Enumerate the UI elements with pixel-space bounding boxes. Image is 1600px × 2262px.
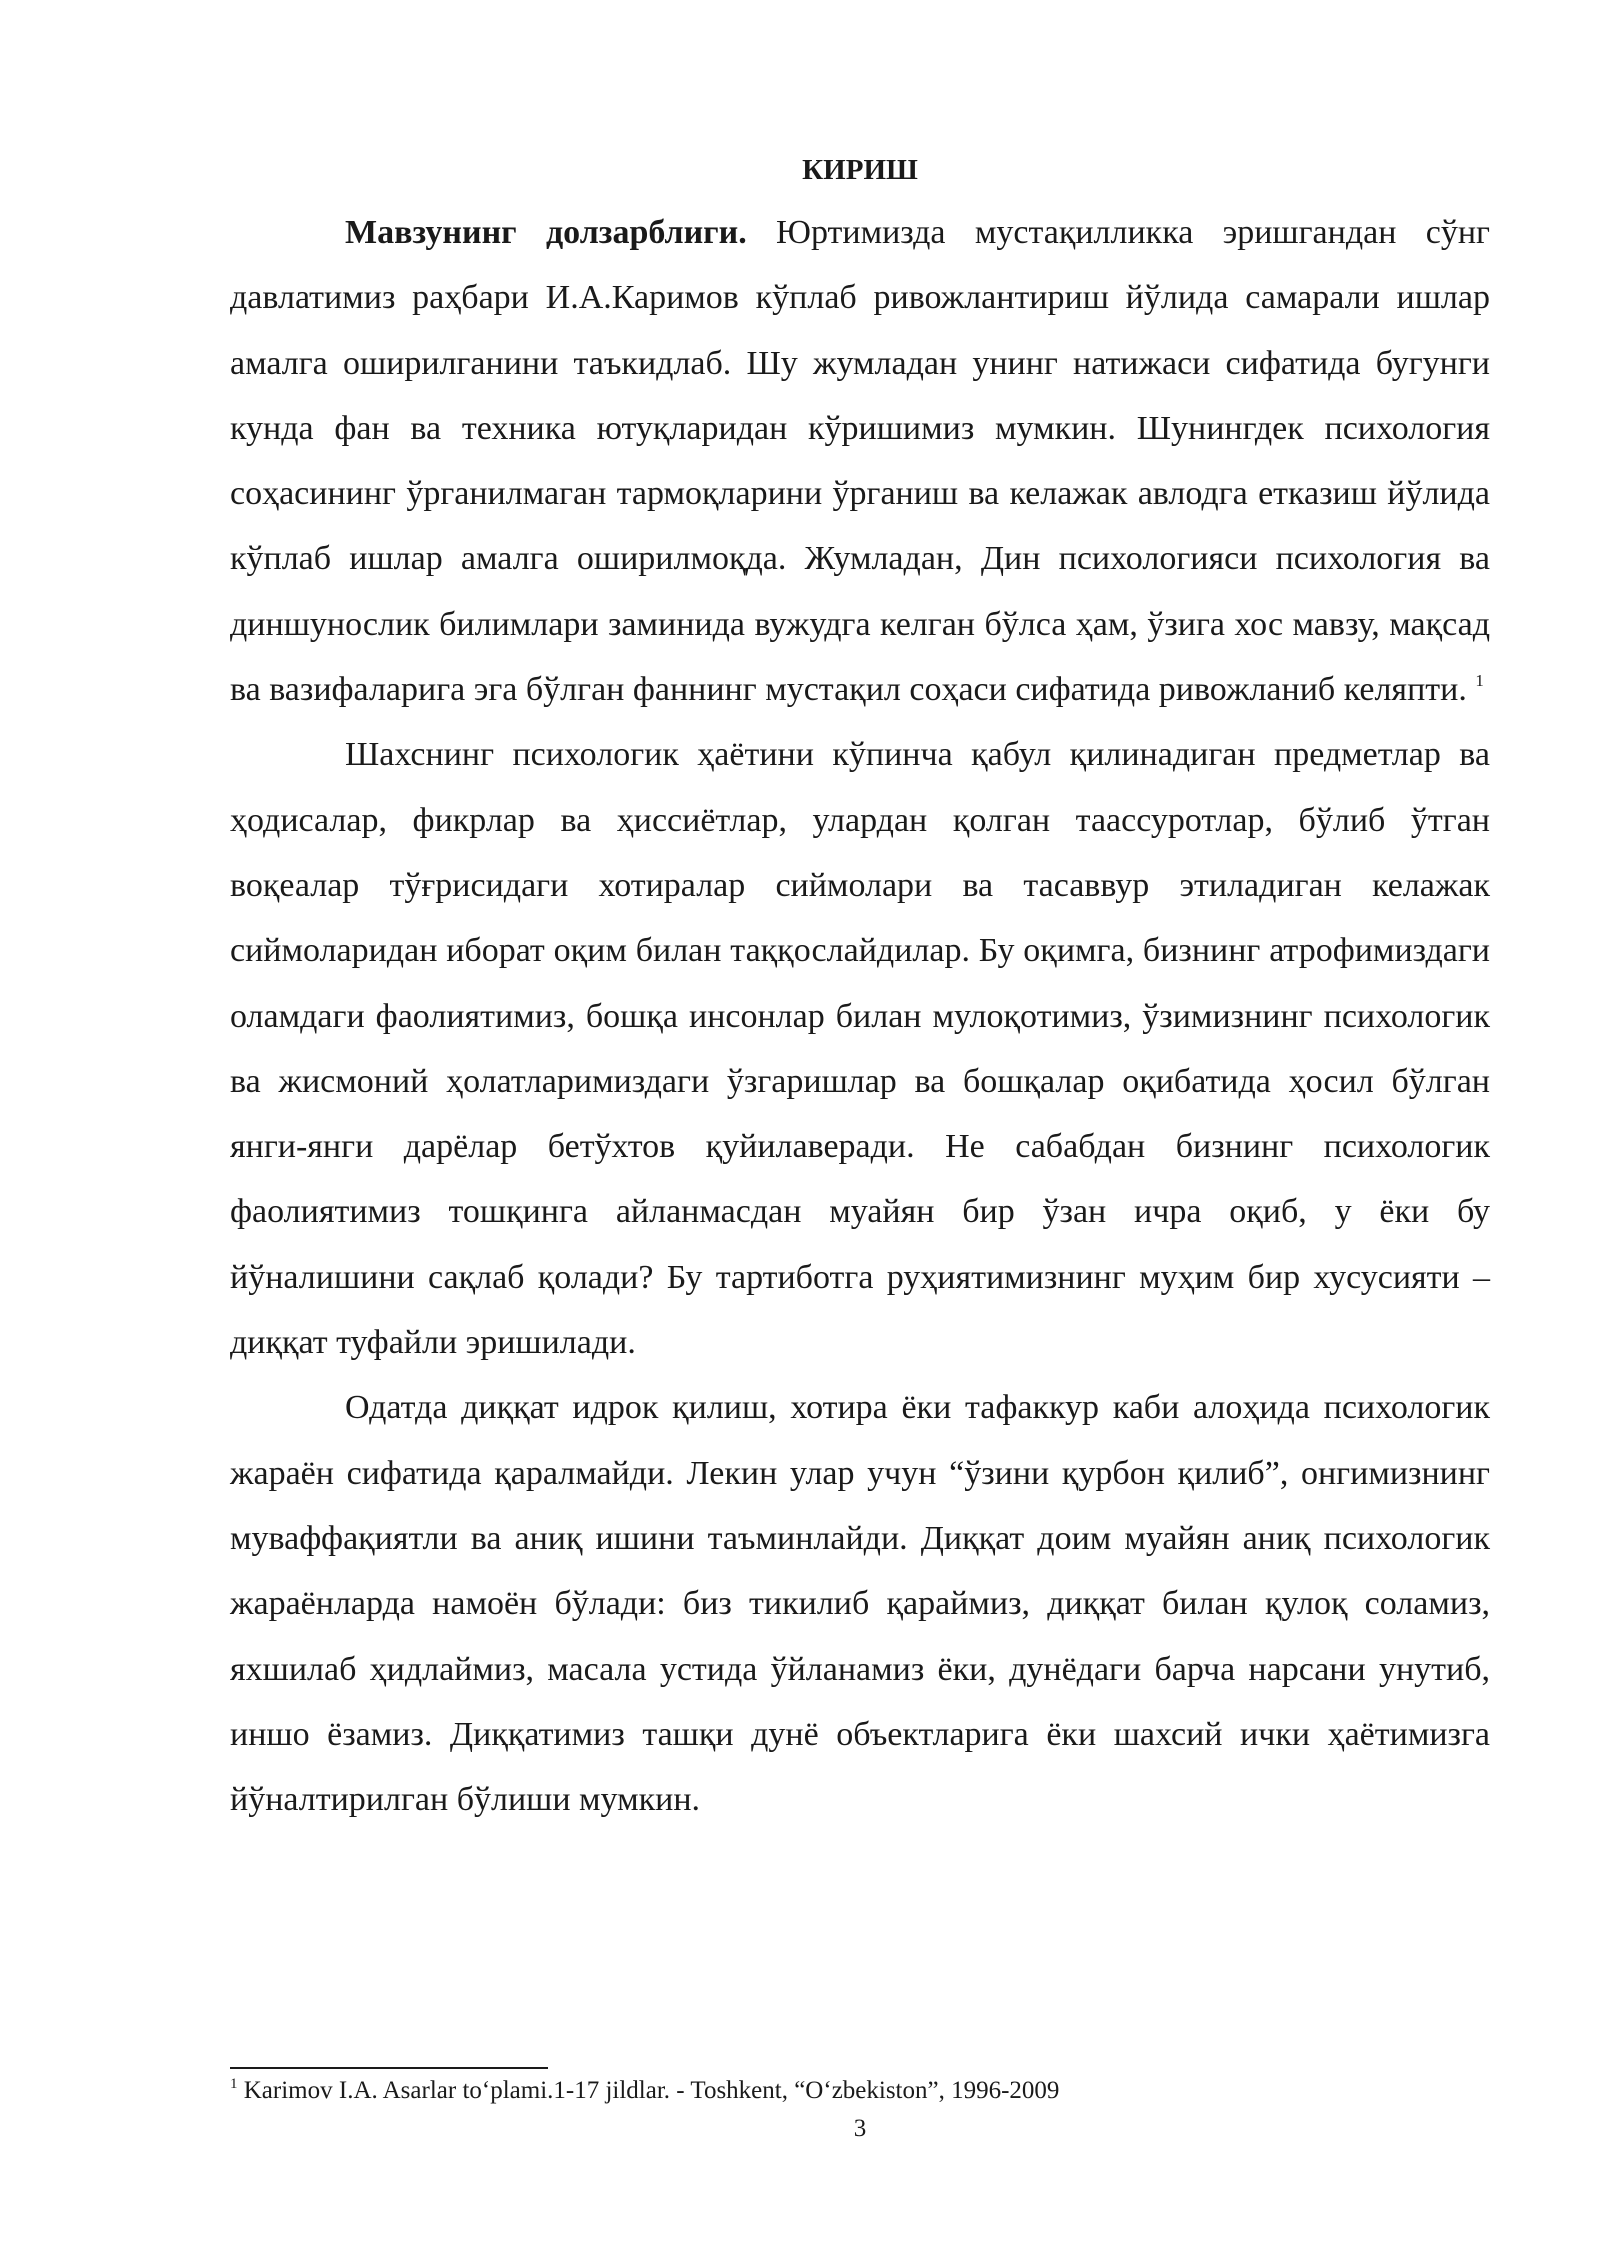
paragraph-text: Шахснинг психологик ҳаётини кўпинча қабул қилинадиган предметлар ва ҳодисалар, фикрлар ва ҳиссиётлар, улардан қолган таассуротлар, бўлиб ўтган воқеалар тўғрисидаги хотиралар сиймолари ва тасаввур этиладиган келажак сиймоларидан иборат оқим билан таққослайдилар. Бу оқимга, бизнинг атрофимиздаги оламдаги фаолиятимиз, бошқа инсонлар билан мулоқотимиз, ўзимизнинг психологик ва жисмоний ҳолатларимиздаги ўзгаришлар ва бошқалар оқибатида ҳосил бўлган янги-янги дарёлар бетўхтов қуйилаверади. Не сабабдан бизнинг психологик фаолиятимиз тошқинга айланмасдан муайян бир ўзан ичра оқиб, у ёки бу йўналишини сақлаб қолади? Бу тартиботга руҳиятимизнинг муҳим бир хусусияти – диққат туфайли эришилади. xyxy=(230,736,1490,1362)
paragraph-text: Одатда диққат идрок қилиш, хотира ёки тафаккур каби алоҳида психологик жараён сифатида қаралмайди. Лекин улар учун “ўзини қурбон қилиб”, онгимизнинг муваффақиятли ва аниқ ишини таъминлайди. Диққат доим муайян аниқ психологик жараёнларда намоён бўлади: биз тикилиб қараймиз, диққат билан қулоқ соламиз, яхшилаб ҳидлаймиз, масала устида ўйланамиз ёки, дунёдаги барча нарсани унутиб, иншо ёзамиз. Диққатимиз ташқи дунё объектларига ёки шахсий ички ҳаётимизга йўналтирилган бўлиши мумкин. xyxy=(230,1389,1490,1819)
paragraph-lead: Мавзунинг долзарблиги. xyxy=(345,214,747,251)
paragraph-1 xyxy=(230,200,1490,722)
paragraph-text: Юртимизда мустақилликка эришгандан сўнг давлатимиз раҳбари И.А.Каримов кўплаб ривожлантириш йўлида самарали ишлар амалга оширилганини таъкидлаб. Шу жумладан унинг натижаси сифатида бугунги кунда фан ва техника ютуқларидан кўришимиз мумкин. Шунингдек психология соҳасининг ўрганилмаган тармоқларини ўрганиш ва келажак авлодга етказиш йўлида кўплаб ишлар амалга оширилмоқда. Жумладан, Дин психологияси психология ва диншунослик билимлари заминида вужудга келган бўлса ҳам, ўзига хос мавзу, мақсад ва вазифаларига эга бўлган фаннинг мустақил соҳаси сифатида ривожланиб келяпти. xyxy=(230,214,1490,709)
paragraph-3 xyxy=(230,1375,1490,1832)
footnote-separator xyxy=(230,2067,548,2069)
page-number: 3 xyxy=(853,2115,867,2142)
page-heading: КИРИШ xyxy=(802,154,918,186)
paragraph-2 xyxy=(230,722,1490,1375)
footnote-marker: 1 xyxy=(230,2076,238,2092)
body-text xyxy=(230,200,1490,1832)
footnote-text: Karimov I.A. Asarlar to‘plami.1-17 jildlar. - Toshkent, “O‘zbekiston”, 1996-2009 xyxy=(237,2077,1060,2104)
footnote-reference[interactable]: 1 xyxy=(1475,671,1484,691)
footnote xyxy=(230,2074,1490,2108)
